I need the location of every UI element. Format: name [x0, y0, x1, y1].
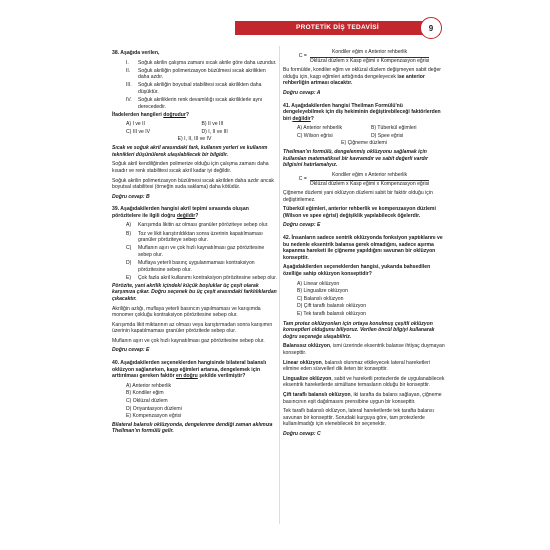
- option-e: E) Kompenzasyon eğrisi: [126, 413, 182, 420]
- option-d: D) Oriyantasyon düzlemi: [126, 405, 182, 412]
- formula-numerator: Kondiler eğim x Anterior rehberlik: [310, 172, 429, 181]
- option-b: B) II ve III: [201, 121, 224, 128]
- option-c: C) Wilson eğrisi: [297, 132, 333, 139]
- option-e: E) I, II, III ve IV: [177, 135, 212, 142]
- option-d: D) I, II ve III: [201, 128, 228, 135]
- thielman-formula: C = Kondiler eğim x Anterior rehberlik Oklüzal düzlem x Kasp eğimi x Kompenzasyon eğrisi: [298, 171, 430, 187]
- question-38-options: [112, 121, 277, 135]
- explanation: Lingualize oklüzyon, sabit ve hareketli protezlerde de uygulanabilecek eksentrik hareketlerde simültane temasların olduğu bir konsepttir.: [283, 375, 445, 389]
- right-column: [283, 46, 445, 444]
- answer-39: Doğru cevap: E: [112, 347, 150, 354]
- option-e: E) Çok fazla akril kullanımı kontraksiyon pörözitesine sebep olur.: [126, 274, 278, 281]
- thielman-formula: C = Kondiler eğim x Anterior rehberlik Oklüzal düzlem x Kasp eğimi x Kompenzasyon eğrisi: [298, 49, 430, 64]
- question-41-options: [283, 125, 445, 139]
- explanation: Tam protez oklüzyonları için ortaya konulmuş çeşitli oklüzyon konseptleri olduğunu biliyoruz. Verilen öncül bilgiyi kullanarak doğru seçeneğe ulaşabiliriz.: [283, 320, 435, 340]
- question-42-options: [283, 281, 445, 318]
- option-e: E) Tek taraflı balanslı oklüzyon: [297, 311, 366, 317]
- option-b: B) Kondiler eğim: [126, 390, 164, 397]
- column-divider: [279, 46, 280, 524]
- option-a: A) Anterior rehberlik: [297, 125, 343, 132]
- explanation: Linear oklüzyon, balanslı olunmaz etkileyecek lateral hareketleri elimine eden süvvellerl dik ileten bir konsepttir.: [283, 359, 430, 373]
- question-38-items: [112, 60, 277, 111]
- option-b: B) Toz ve likit karıştırıldıktan sonra üzerinin kapatılmaması granüler pöröziteye sebep olur.: [126, 230, 263, 244]
- formula-denominator: Oklüzal düzlem x Kasp eğimi x Kompenzasyon eğrisi: [309, 180, 430, 187]
- option-a: A) Karışımda likitin az olması granüler pöröziteye sebep olur.: [126, 222, 269, 229]
- option-c: C) III ve IV: [126, 128, 151, 135]
- question-42-title: 42. İnsanların sadece sentrik oklüzyonda fonksiyon yaptıklarını ve bu nedenle eksentrik balansa gerek olmadığını, sadece aşırma kapanma hareketi ile çiğneme yapıldığını savunan bir oklüzyon konsepttir.: [283, 235, 443, 261]
- question-41-title: 41. Aşağıdakilerden hangisi Theilman Formülü'nü dengeleyebilmek için diş hekiminin değiştirebileceği faktörlerden biri değildir?: [283, 102, 441, 122]
- option-b: B) Lingualize oklüzyon: [297, 288, 348, 295]
- option-d: D) Spee eğrisi: [371, 132, 404, 139]
- option-c: C) Oklüzal düzlem: [126, 398, 168, 405]
- answer-42: Doğru cevap: C: [283, 430, 321, 437]
- explanation: Çiğneme düzlemi yani oklüzyon düzlemi sabit bir faktör olduğu için değiştirilemez.: [283, 190, 433, 203]
- answer-40: Doğru cevap: A: [283, 89, 321, 96]
- question-42-stem: Aşağıdakilerden seçeneklerden hangisi, yukarıda bahsedilen özelliğe sahip oklüzyon konseptidir?: [283, 264, 431, 278]
- header-title: PROTETİK DİŞ TEDAVİSİ: [235, 21, 440, 35]
- explanation: Theilman'ın formülü, dengelenmiş oklüzyonu sağlamak için kullanılan matematiksel bir kavramdır ve sabit değerli vardır bilgisini hatırlamalıyız.: [283, 149, 428, 169]
- answer-38: Doğru cevap: B: [112, 193, 150, 200]
- option-c: C) Muflanın aşırı ve çok hızlı kaynatılması gaz pörözitesine sebep olur.: [126, 245, 265, 258]
- explanation: Pörözite, yani akrilik içindeki küçük boşluklar üç çeşit olarak karşımıza çıkar. Doğru seçenek bu üç çeşit arasındaki farklılıklardan çıkacaktır.: [112, 282, 277, 302]
- question-39-options: [112, 222, 277, 281]
- list-item: I. Soğuk akrilin çalışma zamanı sıcak akrile göre daha uzundur.: [126, 59, 277, 66]
- answer-41: Doğru cevap: E: [283, 222, 321, 229]
- explanation: Bu formülde, kondiler eğim ve oklüzal düzlem değişmeyen sabit değer olduğu için, kaşp eğimleri arttığında dengeleyecek ise anterior rehberliğin artması olacaktır.: [283, 67, 441, 87]
- explanation: Soğuk akril kendiliğinden polimerize olduğu için çalışma zamanı daha kısadır ve renk stabilitesi sıcak akril kadar iyi değildir.: [112, 161, 269, 174]
- option-e: E) Çiğneme düzlemi: [341, 139, 387, 146]
- option-d: D) Çift taraflı balanslı oklüzyon: [297, 303, 367, 310]
- left-column: [112, 46, 277, 438]
- list-item: IV. Soğuk akriliklerin renk devamlılığı sıcak akriliklerle aynı derecededir.: [126, 97, 263, 110]
- option-a: A) I ve II: [126, 121, 145, 128]
- formula-denominator: Oklüzal düzlem x Kasp eğimi x Kompenzasyon eğrisi: [309, 57, 430, 64]
- option-b: B) Tüberkül eğimleri: [371, 125, 417, 132]
- explanation: Sıcak ve soğuk akril arasındaki fark, kullanım yerleri ve kullanım teknikleri düşünülerek ulaşılabilecek bir bilgidir.: [112, 145, 268, 158]
- explanation: Akriliğin azlığı, muflaya yeterli basıncın yapılmaması ve karışımda monomer çokluğu kontraksiyon pörözitesine sebep olur.: [112, 305, 261, 319]
- formula-numerator: Kondiler eğim x Anterior rehberlik: [310, 49, 429, 58]
- explanation: Çift taraflı balanslı oklüzyon, iki tarafta da balans sağlayan, çiğneme basıncının eşit dağılmasını prensibine uygun bir konsepttir.: [283, 391, 442, 405]
- explanation: Balanssız oklüzyon, ismi üzerinde eksentrik balanse ihtiyaç duymayan konsepttir.: [283, 343, 445, 356]
- option-d: D) Muflaya yeterli basınç uygulanmaması kontraksiyon pörözitesine sebep olur.: [126, 259, 255, 273]
- question-39-title: 39. Aşağıdakilerden hangisi akril tepimi sırasında oluşan pörözitelere ile ilgili doğru değildir?: [112, 206, 249, 219]
- list-item: II. Soğuk akriliğin polimerizasyon büzülmesi sıcak akrilikten daha azdır.: [126, 67, 266, 81]
- question-38-stem: İfadelerden hangileri doğrudur?: [112, 111, 189, 118]
- header: [0, 20, 440, 35]
- question-40-options: [112, 383, 277, 420]
- explanation: Tek taraflı balanslı oklüzyon, lateral hareketlerde tek tarafta balansı savunan bir konsepttir. Sorudaki kurguya göre, tam protezlerde kullanılmadığı için elenebilecek bir seçenektir.: [283, 408, 434, 428]
- option-c: C) Balanslı oklüzyon: [297, 295, 344, 302]
- list-item: III. Soğuk akriliğin boyutsal stabilitesi sıcak akrilikten daha düşüktür.: [126, 82, 262, 95]
- option-a: A) Linear oklüzyon: [297, 280, 340, 287]
- page-number: 9: [420, 17, 442, 39]
- explanation: Soğuk akrilin polimerizasyon büzülmesi sıcak akrilden daha azdır ancak boyutsal stabilitesi (örneğin suda saklama) daha kötüdür.: [112, 177, 274, 191]
- option-a: A) Anterior rehberlik: [126, 382, 172, 389]
- explanation: Muflanın aşırı ve çok hızlı kaynatılması gaz pörözitesine sebep olur.: [112, 337, 265, 344]
- explanation: Bilateral balanslı oklüzyonda, dengelenme dendiği zaman aklımıza Thellman'ın formülü gelir.: [112, 421, 273, 435]
- explanation: Karışımda likit miktarının az olması veya karıştırmadan sonra karışımın üzerinin kapatılmaması granüler pörözitede sebep olur.: [112, 321, 273, 335]
- question-40-title: 40. Aşağıdakilerden seçeneklerden hangisinde bilateral balanslı oklüzyon sağlanırken, kaşp eğimleri artarsa, dengelemek için arttırılması gereken faktör en doğru şekilde verilmiştir?: [112, 360, 267, 380]
- explanation: Tüberkül eğimleri, anterior rehberlik ve kompenzasyon düzlemi (Wilson ve spee eğrisi) değişiklik yapılabilecek öğelerdir.: [283, 206, 436, 219]
- question-38-title: 38. Aşağıda verilen,: [112, 50, 160, 56]
